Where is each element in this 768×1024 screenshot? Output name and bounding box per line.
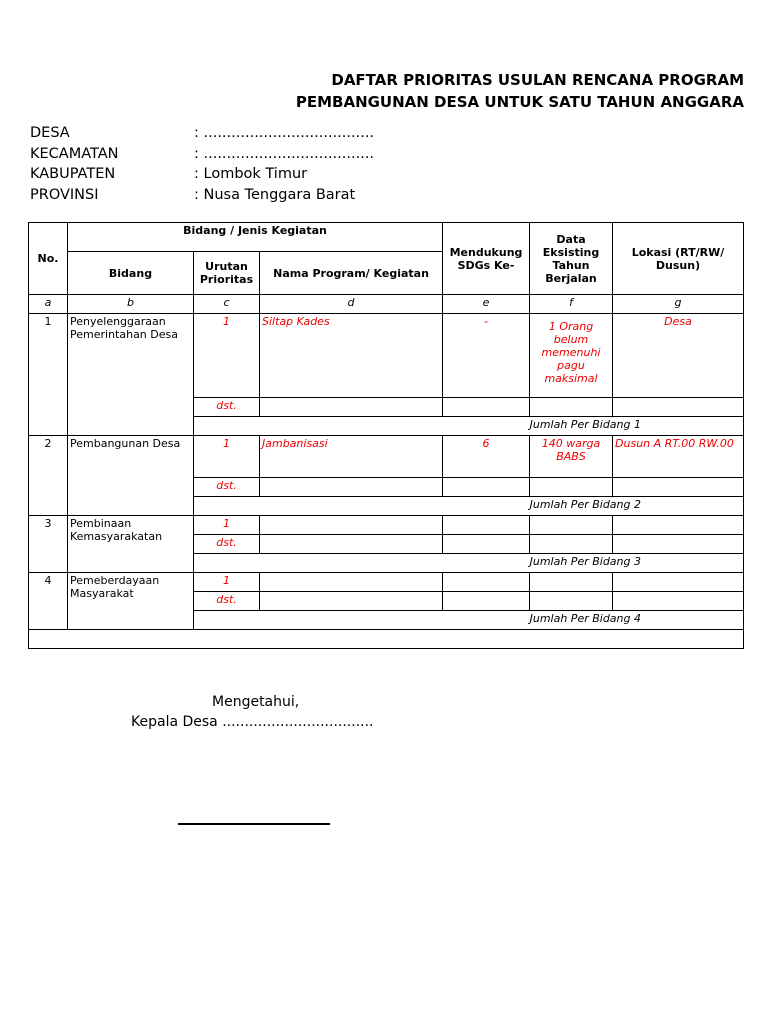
identity-block — [30, 123, 375, 206]
total-row — [29, 630, 744, 649]
table-row — [29, 436, 744, 478]
empty-cell — [613, 592, 744, 611]
kecamatan-row — [30, 144, 375, 165]
row-urutan: 1 — [194, 314, 260, 398]
header-urutan: Urutan Prioritas — [194, 252, 260, 295]
row-dst: dst. — [194, 398, 260, 417]
empty-cell — [613, 398, 744, 417]
kecamatan-label: KECAMATAN — [30, 145, 119, 162]
letter-cell: g — [613, 295, 744, 314]
empty-cell — [260, 592, 443, 611]
empty-cell — [530, 478, 613, 497]
provinsi-value: : Nusa Tenggara Barat — [194, 187, 356, 204]
table-row — [29, 516, 744, 535]
provinsi-label: PROVINSI — [30, 187, 99, 204]
signature-line — [178, 823, 330, 825]
row-urutan: 1 — [194, 516, 260, 535]
jumlah-per-bidang: Jumlah Per Bidang 1 — [194, 417, 744, 436]
empty-cell — [260, 398, 443, 417]
empty-cell — [443, 535, 530, 554]
letter-cell: e — [443, 295, 530, 314]
row-bidang: Pembangunan Desa — [68, 436, 194, 516]
table-row — [29, 573, 744, 592]
kecamatan-value: : ..................................... — [194, 145, 375, 162]
desa-row — [30, 123, 375, 144]
row-no: 2 — [29, 436, 68, 516]
header-lokasi: Lokasi (RT/RW/ Dusun) — [613, 223, 744, 295]
row-dst: dst. — [194, 592, 260, 611]
row-data-eksisting: 1 Orang belum memenuhi pagu maksimal — [530, 314, 613, 398]
header-nama: Nama Program/ Kegiatan — [260, 252, 443, 295]
row-dst: dst. — [194, 535, 260, 554]
letter-cell: d — [260, 295, 443, 314]
header-no: No. — [29, 223, 68, 295]
total-cell — [29, 630, 744, 649]
row-no: 3 — [29, 516, 68, 573]
row-sdgs: - — [443, 314, 530, 398]
empty-cell — [530, 398, 613, 417]
provinsi-row — [30, 185, 356, 206]
priority-table — [28, 222, 744, 649]
empty-cell — [260, 478, 443, 497]
empty-cell — [613, 535, 744, 554]
row-bidang: Penyelenggaraan Pemerintahan Desa — [68, 314, 194, 436]
empty-cell — [260, 535, 443, 554]
document-title-line-1: DAFTAR PRIORITAS USULAN RENCANA PROGRAM — [331, 71, 744, 89]
row-nama-kegiatan: Siltap Kades — [260, 314, 443, 398]
empty-cell — [530, 592, 613, 611]
empty-cell — [443, 573, 530, 592]
row-no: 4 — [29, 573, 68, 630]
jumlah-per-bidang: Jumlah Per Bidang 4 — [194, 611, 744, 630]
empty-cell — [530, 573, 613, 592]
kabupaten-row — [30, 164, 308, 185]
empty-cell — [443, 478, 530, 497]
empty-cell — [613, 573, 744, 592]
letter-cell: f — [530, 295, 613, 314]
row-urutan: 1 — [194, 436, 260, 478]
row-lokasi: Dusun A RT.00 RW.00 — [613, 436, 744, 478]
jumlah-per-bidang: Jumlah Per Bidang 2 — [194, 497, 744, 516]
empty-cell — [443, 516, 530, 535]
jumlah-per-bidang: Jumlah Per Bidang 3 — [194, 554, 744, 573]
row-bidang: Pembinaan Kemasyarakatan — [68, 516, 194, 573]
header-bidang-jenis: Bidang / Jenis Kegiatan — [68, 223, 443, 252]
row-urutan: 1 — [194, 573, 260, 592]
desa-label: DESA — [30, 125, 70, 141]
letter-row — [29, 295, 744, 314]
empty-cell — [443, 592, 530, 611]
empty-cell — [530, 535, 613, 554]
empty-cell — [613, 516, 744, 535]
kepala-desa-label: Kepala Desa .................................. — [131, 714, 374, 730]
row-dst: dst. — [194, 478, 260, 497]
row-nama-kegiatan: Jambanisasi — [260, 436, 443, 478]
empty-cell — [530, 516, 613, 535]
row-lokasi: Desa — [613, 314, 744, 398]
desa-value: : ..................................... — [194, 125, 375, 141]
header-sdgs: Mendukung SDGs Ke- — [443, 223, 530, 295]
empty-cell — [260, 573, 443, 592]
row-bidang: Pemeberdayaan Masyarakat — [68, 573, 194, 630]
table-row — [29, 314, 744, 398]
row-data-eksisting: 140 warga BABS — [530, 436, 613, 478]
letter-cell: c — [194, 295, 260, 314]
empty-cell — [260, 516, 443, 535]
letter-cell: b — [68, 295, 194, 314]
mengetahui-label: Mengetahui, — [212, 694, 300, 710]
row-sdgs: 6 — [443, 436, 530, 478]
document-title-line-2: PEMBANGUNAN DESA UNTUK SATU TAHUN ANGGARA — [295, 93, 744, 111]
kabupaten-label: KABUPATEN — [30, 166, 116, 183]
header-bidang: Bidang — [68, 252, 194, 295]
letter-cell: a — [29, 295, 68, 314]
header-data-eksisting: Data Eksisting Tahun Berjalan — [530, 223, 613, 295]
kabupaten-value: : Lombok Timur — [194, 166, 308, 183]
row-no: 1 — [29, 314, 68, 436]
empty-cell — [443, 398, 530, 417]
empty-cell — [613, 478, 744, 497]
